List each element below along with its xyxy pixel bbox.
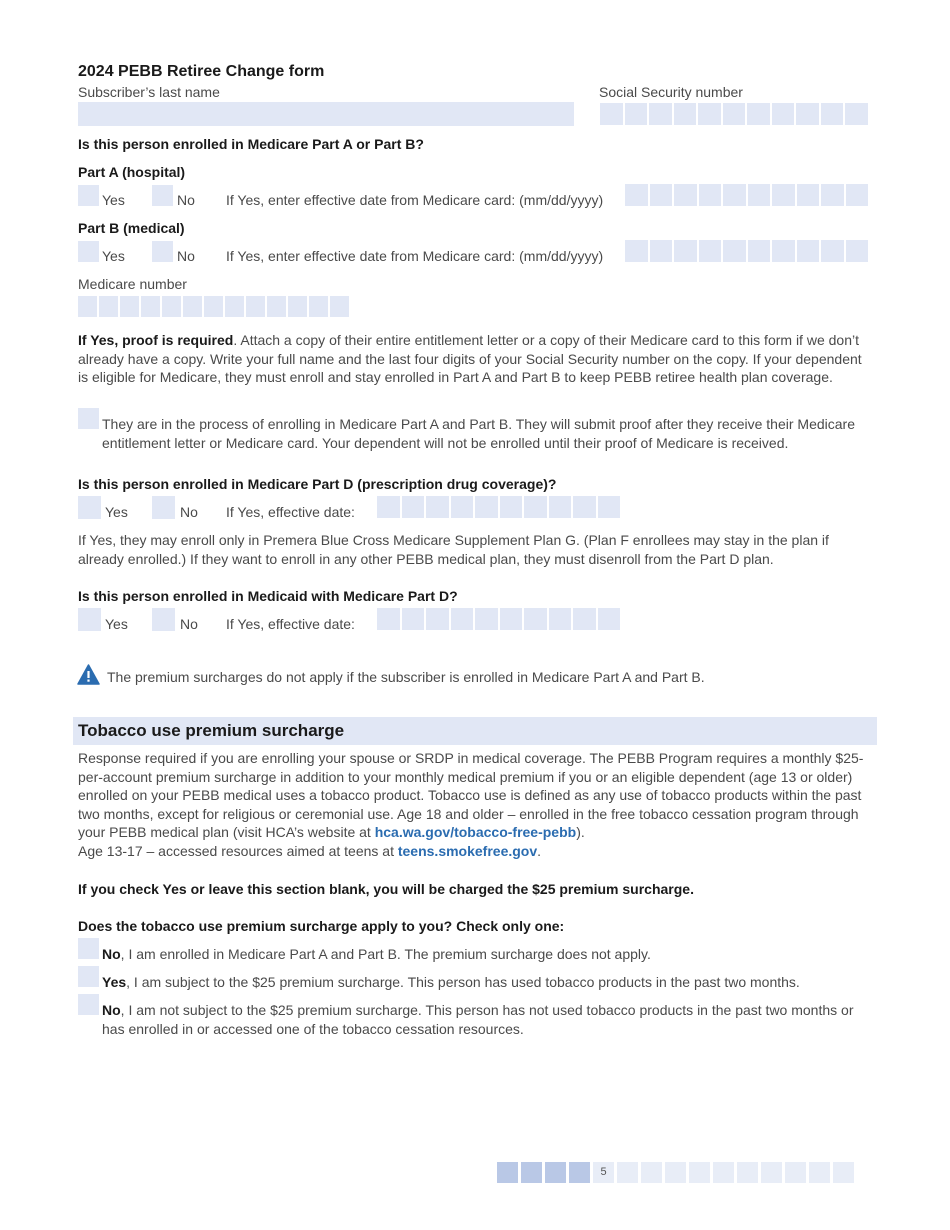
part-a-label: Part A (hospital): [78, 164, 186, 180]
tobacco-intro: [78, 749, 878, 861]
tobacco-option-3-checkbox[interactable]: [78, 994, 99, 1015]
proof-text: . Attach a copy of their entire entitlement letter or a copy of their Medicare card to this form if we don’t already have a copy. Write your full name and the last four digits of your Social Security number on the copy. If your dependent is eligible for Medicare, they must enroll and stay enrolled in Part A and Part B to keep PEBB retiree health plan coverage.: [78, 332, 862, 386]
ssn-label: Social Security number: [599, 84, 743, 100]
proof-paragraph: [78, 331, 874, 387]
page-indicator: [497, 1162, 854, 1183]
medicaid-question: Is this person enrolled in Medicaid with Medicare Part D?: [78, 588, 458, 604]
warning-text: The premium surcharges do not apply if the subscriber is enrolled in Medicare Part A and Part B.: [107, 669, 705, 685]
tobacco-option-3: [102, 1001, 867, 1038]
tobacco-option-2-text: , I am subject to the $25 premium surcharge. This person has used tobacco products in the past two months.: [126, 974, 800, 990]
medicaid-yes-label: Yes: [105, 616, 128, 632]
part-d-yes-label: Yes: [105, 504, 128, 520]
part-b-date-prompt: If Yes, enter effective date from Medicare card: (mm/dd/yyyy): [226, 248, 604, 264]
tobacco-warning: If you check Yes or leave this section blank, you will be charged the $25 premium surcharge.: [78, 881, 694, 897]
part-d-question: Is this person enrolled in Medicare Part D (prescription drug coverage)?: [78, 476, 557, 492]
part-b-date-input[interactable]: [625, 240, 868, 262]
last-name-input[interactable]: [78, 102, 574, 126]
tobacco-link-teens[interactable]: teens.smokefree.gov: [397, 842, 538, 859]
process-checkbox[interactable]: [78, 408, 99, 429]
part-b-yes-checkbox[interactable]: [78, 241, 99, 262]
ssn-input[interactable]: [600, 103, 868, 125]
tobacco-option-1-checkbox[interactable]: [78, 938, 99, 959]
proof-bold: If Yes, proof is required: [78, 332, 234, 348]
warning-icon: [77, 664, 100, 685]
medicare-question: Is this person enrolled in Medicare Part A or Part B?: [78, 136, 424, 152]
tobacco-option-3-bold: No: [102, 1002, 121, 1018]
part-a-date-input[interactable]: [625, 184, 868, 206]
part-d-date-input[interactable]: [377, 496, 620, 518]
part-a-yes-checkbox[interactable]: [78, 185, 99, 206]
part-a-no-label: No: [177, 192, 195, 208]
part-b-yes-label: Yes: [102, 248, 125, 264]
part-d-no-checkbox[interactable]: [152, 496, 175, 519]
medicaid-date-input[interactable]: [377, 608, 620, 630]
medicare-number-input[interactable]: [78, 296, 349, 317]
part-d-date-prompt: If Yes, effective date:: [226, 504, 355, 520]
medicaid-no-checkbox[interactable]: [152, 608, 175, 631]
medicaid-no-label: No: [180, 616, 198, 632]
tobacco-option-2-bold: Yes: [102, 974, 127, 990]
tobacco-option-1-text: , I am enrolled in Medicare Part A and Part B. The premium surcharge does not apply.: [120, 946, 651, 962]
form-title: 2024 PEBB Retiree Change form: [78, 63, 325, 80]
tobacco-option-2: [102, 973, 862, 992]
tobacco-section-title: Tobacco use premium surcharge: [78, 721, 345, 740]
tobacco-option-2-checkbox[interactable]: [78, 966, 99, 987]
part-d-yes-checkbox[interactable]: [78, 496, 101, 519]
part-d-note: If Yes, they may enroll only in Premera Blue Cross Medicare Supplement Plan G. (Plan F enrollees may stay in the plan if already enrolled.) If they want to enroll in any other PEBB medical plan, they must disenroll from the Part D plan.: [78, 532, 829, 567]
part-b-no-checkbox[interactable]: [152, 241, 173, 262]
part-b-no-label: No: [177, 248, 195, 264]
tobacco-teens-text: Age 13-17 – accessed resources aimed at teens at: [78, 842, 398, 859]
tobacco-option-3-text: , I am not subject to the $25 premium surcharge. This person has not used tobacco products in the past two months or has enrolled in or accessed one of the tobacco cessation resources.: [102, 1002, 854, 1037]
medicare-number-label: Medicare number: [78, 276, 187, 292]
tobacco-intro-text: Response required if you are enrolling your spouse or SRDP in medical coverage. The PEBB Program requires a monthly $25-per-account premium surcharge in addition to your monthly medical premium if you or an eligible dependent (age 13 or older) enrolled on your PEBB medical uses a tobacco product. Tobacco use is defined as any use of tobacco products within the past two months, except for religious or ceremonial use. Age 18 and older – enrolled in the free tobacco cessation program through your PEBB medical plan (visit HCA’s website at: [78, 750, 864, 841]
last-name-label: Subscriber’s last name: [78, 84, 220, 100]
medicaid-date-prompt: If Yes, effective date:: [226, 616, 355, 632]
page-number: 5: [593, 1162, 614, 1183]
tobacco-option-1: [102, 945, 862, 964]
tobacco-teens-end: .: [537, 842, 542, 859]
part-b-label: Part B (medical): [78, 220, 185, 236]
tobacco-section-header: [73, 717, 877, 745]
medicaid-yes-checkbox[interactable]: [78, 608, 101, 631]
tobacco-question: Does the tobacco use premium surcharge apply to you? Check only one:: [78, 918, 565, 934]
part-a-no-checkbox[interactable]: [152, 185, 173, 206]
part-a-yes-label: Yes: [102, 192, 125, 208]
tobacco-intro-end: ).: [576, 824, 585, 841]
part-d-no-label: No: [180, 504, 198, 520]
tobacco-option-1-bold: No: [102, 946, 121, 962]
tobacco-link-hca[interactable]: hca.wa.gov/tobacco-free-pebb: [374, 824, 577, 841]
process-text: They are in the process of enrolling in Medicare Part A and Part B. They will submit proof after they receive their Medicare entitlement letter or Medicare card. Your dependent will not be enrolled until their proof of Medicare is received.: [102, 416, 855, 451]
part-a-date-prompt: If Yes, enter effective date from Medicare card: (mm/dd/yyyy): [226, 192, 604, 208]
